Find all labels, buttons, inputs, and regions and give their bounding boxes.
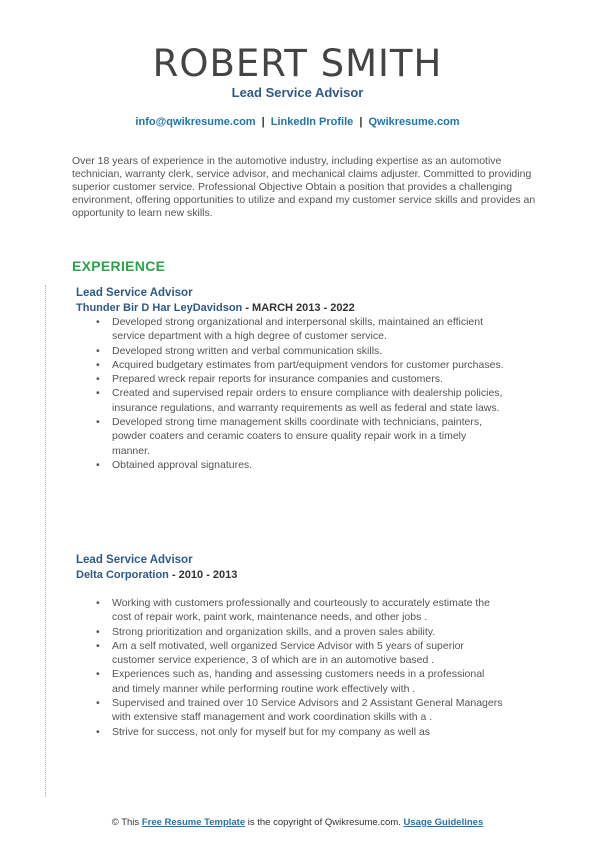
job-bullet: • Developed strong written and verbal communication skills. bbox=[76, 344, 504, 358]
job-company: Thunder Bir D Har LeyDavidson bbox=[76, 302, 243, 314]
job-bullet: • Developed strong time management skills coordinate with technicians, painters, powder coaters and ceramic coaters to ensure quality repair work in a timely manner. bbox=[76, 415, 504, 458]
job-bullet: • Strong prioritization and organization skills, and a proven sales ability. bbox=[76, 625, 504, 639]
professional-summary: Over 18 years of experience in the automotive industry, including expertise as an automotive technician, warranty clerk, service advisor, and mechanical claims adjuster. Committed to providing superior customer service. Professional Objective Obtain a position that provides a challenging environment, offering opportunities to utilize and expand my customer service skills and provides an opportunity to learn new skills. bbox=[72, 155, 536, 219]
job-dates: - 2010 - 2013 bbox=[168, 569, 238, 581]
copyright-footer bbox=[0, 817, 595, 829]
usage-guidelines-link[interactable]: Usage Guidelines bbox=[403, 817, 484, 828]
job-bullet: • Working with customers professionally and courteously to accurately estimate the cost of repair work, paint work, maintenance needs, and other jobs . bbox=[76, 596, 504, 625]
job-bullet: • Supervised and trained over 10 Service Advisors and 2 Assistant General Managers with extensive staff management and work coordination skills with a . bbox=[76, 696, 504, 725]
job-entry bbox=[76, 553, 516, 739]
job-bullet: • Am a self motivated, well organized Service Advisor with 5 years of superior customer service experience, 3 of which are in an automotive based . bbox=[76, 639, 504, 668]
email-link[interactable]: info@qwikresume.com bbox=[135, 116, 256, 128]
job-bullet: • Prepared wreck repair reports for insurance companies and customers. bbox=[76, 372, 504, 386]
free-resume-template-link[interactable]: Free Resume Template bbox=[141, 817, 246, 828]
job-bullet: • Obtained approval signatures. bbox=[76, 458, 504, 472]
contact-separator: | bbox=[261, 116, 265, 128]
job-title: Lead Service Advisor bbox=[76, 554, 193, 566]
job-title: Lead Service Advisor bbox=[76, 287, 193, 299]
job-bullet-list bbox=[76, 315, 516, 472]
job-bullet-list bbox=[76, 596, 516, 739]
job-company-line bbox=[76, 301, 516, 315]
footer-prefix: © This bbox=[111, 817, 142, 828]
job-bullet: • Created and supervised repair orders to ensure compliance with dealership policies, insurance regulations, and warranty requirements as well as federal and state laws. bbox=[76, 386, 504, 415]
timeline-divider bbox=[45, 285, 46, 797]
job-company: Delta Corporation bbox=[76, 569, 169, 581]
job-bullet: • Acquired budgetary estimates from part/equipment vendors for customer purchases. bbox=[76, 358, 504, 372]
job-company-line bbox=[76, 568, 516, 582]
job-bullet: • Developed strong organizational and interpersonal skills, maintained an efficient service department with a high degree of customer service. bbox=[76, 315, 504, 344]
job-entry bbox=[76, 286, 516, 472]
candidate-role: Lead Service Advisor bbox=[231, 85, 364, 100]
candidate-name: ROBERT SMITH bbox=[152, 42, 443, 85]
contact-line bbox=[0, 115, 595, 129]
contact-separator: | bbox=[359, 116, 363, 128]
job-bullet: • Strive for success, not only for myself but for my company as well as bbox=[76, 725, 504, 739]
footer-middle: is the copyright of Qwikresume.com. bbox=[245, 817, 404, 828]
linkedin-link[interactable]: LinkedIn Profile bbox=[270, 116, 354, 128]
website-link[interactable]: Qwikresume.com bbox=[368, 116, 460, 128]
experience-heading: EXPERIENCE bbox=[72, 258, 166, 274]
job-dates: - MARCH 2013 - 2022 bbox=[242, 302, 355, 314]
job-bullet: • Experiences such as, handing and assessing customers needs in a professional and timely manner while performing routine work effectively with . bbox=[76, 667, 504, 696]
